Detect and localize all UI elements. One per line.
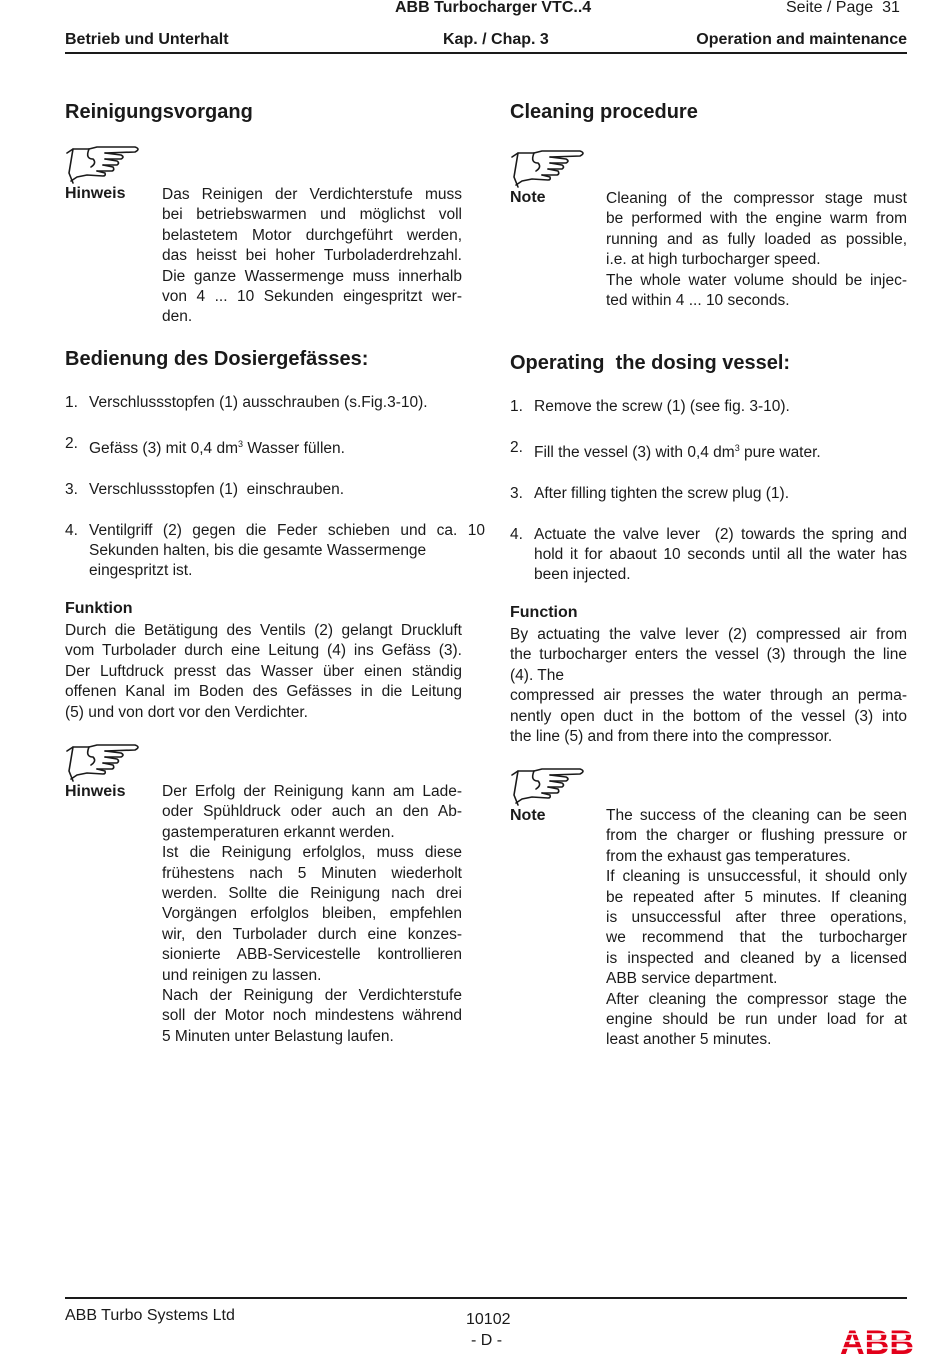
step-number: 3. [65, 480, 78, 498]
doc-number: 10102 [466, 1311, 511, 1328]
en-note1-line: The whole water volume should be injec- [606, 271, 907, 289]
list-item [510, 484, 907, 504]
chapter-label: Kap. / Chap. 3 [443, 31, 549, 48]
de-note2-line: Vorgängen erfolglos bleiben, empfehlen [162, 905, 462, 923]
list-item [510, 525, 907, 586]
superscript: 3 [238, 438, 244, 449]
en-function-text [510, 625, 907, 747]
de-function-line: Der Luftdruck presst das Wasser über einen ständig [65, 662, 462, 680]
company-name: ABB Turbo Systems Ltd [65, 1307, 235, 1324]
de-note1-line: von 4 ... 10 Sekunden eingespritzt wer- [162, 288, 462, 306]
en-function-title: Function [510, 604, 578, 621]
step-text: Actuate the valve lever (2) towards the spring and [534, 525, 907, 543]
step-text: Fill the vessel (3) with 0,4 dm [534, 443, 735, 461]
de-function-line: (5) und von dort vor den Verdichter. [65, 703, 308, 721]
en-note2-line: least another 5 minutes. [606, 1031, 772, 1049]
de-note2-line: oder Spühldruck oder auch an den Ab- [162, 803, 462, 821]
abb-logo-text: ABB [840, 1326, 914, 1356]
de-column [65, 101, 465, 124]
en-note1-line: be performed with the engine warm from [606, 210, 907, 228]
en-function-line: the line (5) and from there into the compressor. [510, 728, 833, 746]
step-number: 4. [510, 525, 523, 543]
step-text: Gefäss (3) mit 0,4 dm [89, 439, 239, 457]
en-note2-line: If cleaning is unsuccessful, it should only [606, 868, 907, 886]
de-note2-line: gastemperaturen erkannt werden. [162, 823, 395, 841]
step-text: Sekunden halten, bis die gesamte Wassermenge [89, 541, 427, 559]
list-item [65, 393, 485, 413]
step-text: Verschlussstopfen (1) einschrauben. [89, 480, 345, 498]
en-dosing-title: Operating the dosing vessel: [510, 352, 791, 374]
de-note2-line: und reinigen zu lassen. [162, 966, 322, 984]
abb-logo [840, 1326, 914, 1356]
doc-title: ABB Turbocharger VTC..4 [395, 0, 592, 16]
list-item [65, 521, 485, 582]
de-note2-label: Hinweis [65, 783, 126, 800]
en-note2-line: engine should be run under load for at [606, 1011, 907, 1029]
pointing-hand-icon [510, 147, 586, 195]
step-text: been injected. [534, 566, 631, 584]
en-note2-line: is inspected and cleaned by a licensed [606, 949, 907, 967]
en-note2-line: from the exhaust gas temperatures. [606, 847, 851, 865]
en-note2-line: be repeated after 5 minutes. If cleaning [606, 888, 907, 906]
step-text: After filling tighten the screw plug (1). [534, 484, 790, 502]
section-title-en: Operation and maintenance [696, 31, 907, 48]
en-steps-list [510, 397, 907, 606]
de-function-title: Funktion [65, 600, 133, 617]
step-number: 1. [510, 398, 523, 415]
de-note2-line: Ist die Reinigung erfolglos, muss diese [162, 844, 462, 862]
de-function-line: offenen Kanal im Boden des Gefässes in die Leitung [65, 683, 462, 701]
step-text: Wasser füllen. [243, 439, 345, 457]
list-item [65, 480, 485, 500]
de-steps-list [65, 393, 485, 602]
en-function-line: (4). The [510, 666, 564, 684]
de-note2-line: Der Erfolg der Reinigung kann am Lade- [162, 783, 462, 800]
pointing-hand-icon [510, 765, 586, 813]
de-note2-text [162, 782, 462, 1047]
de-function-line: Durch die Betätigung des Ventils (2) gelangt Druckluft [65, 622, 462, 639]
en-note2-line: is unsuccessful after three operations, [606, 909, 907, 927]
step-text: hold it for abaout 10 seconds until all the water has [534, 545, 907, 563]
step-text: Ventilgriff (2) gegen die Feder schieben und ca. 10 [89, 521, 485, 539]
pointing-hand-icon [65, 143, 141, 191]
de-note1-line: den. [162, 308, 193, 326]
language-code: - D - [471, 1332, 503, 1349]
en-note1-text [606, 189, 907, 311]
de-note2-line: Nach der Reinigung der Verdichterstufe [162, 987, 462, 1005]
en-note1-line: ted within 4 ... 10 seconds. [606, 292, 790, 310]
step-number: 2. [510, 438, 523, 456]
list-item [510, 397, 907, 417]
step-number: 1. [65, 394, 78, 411]
de-note1-text [162, 185, 462, 328]
en-note1-label: Note [510, 189, 546, 206]
de-note2-line: sionierte ABB-Servicestelle kontrollieren [162, 946, 462, 964]
step-number: 3. [510, 484, 523, 502]
en-note2-line: After cleaning the compressor stage the [606, 990, 907, 1008]
page-label: Seite / Page 31 [786, 0, 900, 16]
en-note2-line: ABB service department. [606, 970, 778, 988]
de-note2-line: 5 Minuten unter Belastung laufen. [162, 1027, 394, 1045]
en-function-line: By actuating the valve lever (2) compressed air from [510, 626, 907, 643]
step-text: Remove the screw (1) (see fig. 3-10). [534, 398, 790, 415]
en-note2-label: Note [510, 807, 546, 824]
de-note2-line: werden. Sollte die Reinigung nach drei [162, 885, 462, 903]
de-note2-line: frühestens nach 5 Minuten wiederholt [162, 864, 462, 882]
step-number: 4. [65, 521, 78, 539]
de-note1-line: belastetem Motor durchgeführt werden, [162, 226, 462, 244]
en-note2-line: from the charger or flushing pressure or [606, 827, 907, 845]
en-function-line: the turbocharger enters the vessel (3) through the line [510, 646, 907, 664]
de-note1-line: Das Reinigen der Verdichterstufe muss [162, 186, 462, 203]
section-title-de: Betrieb und Unterhalt [65, 31, 229, 48]
de-dosing-title: Bedienung des Dosiergefässes: [65, 348, 369, 370]
step-text: eingespritzt ist. [89, 562, 193, 580]
step-number: 2. [65, 434, 78, 452]
step-text: Verschlussstopfen (1) ausschrauben (s.Fig.3-10). [89, 394, 428, 411]
en-function-line: compressed air presses the water through an perma- [510, 687, 907, 705]
en-title: Cleaning procedure [510, 101, 698, 123]
list-item [65, 434, 485, 460]
header-rule [65, 52, 907, 54]
de-title: Reinigungsvorgang [65, 101, 253, 123]
step-text: pure water. [739, 443, 821, 461]
de-function-text [65, 621, 462, 723]
footer-rule [65, 1297, 907, 1299]
en-note1-line: i.e. at high turbocharger speed. [606, 251, 821, 269]
en-function-line: nently open duct in the bottom of the vessel (3) into [510, 707, 907, 725]
en-note2-text [606, 806, 907, 1051]
en-note2-line: we recommend that the turbocharger [606, 929, 907, 947]
pointing-hand-icon [65, 741, 141, 789]
en-note1-line: Cleaning of the compressor stage must [606, 190, 907, 207]
de-note1-line: bei betriebswarmen und möglichst voll [162, 206, 462, 224]
de-note2-line: soll der Motor noch mindestens während [162, 1007, 462, 1025]
de-note2-line: wir, den Turbolader durch eine konzes- [162, 925, 462, 943]
de-function-line: vom Turbolader durch eine Leitung (4) ins Gefäss (3). [65, 642, 462, 660]
en-note1-line: running and as fully loaded as possible, [606, 230, 907, 248]
superscript: 3 [734, 442, 740, 453]
list-item [510, 438, 907, 464]
de-note1-line: Die ganze Wassermenge muss innerhalb [162, 267, 462, 285]
de-note1-line: das heisst bei hoher Turboladerdrehzahl. [162, 247, 462, 265]
de-note1-label: Hinweis [65, 185, 126, 202]
en-note2-line: The success of the cleaning can be seen [606, 807, 907, 824]
